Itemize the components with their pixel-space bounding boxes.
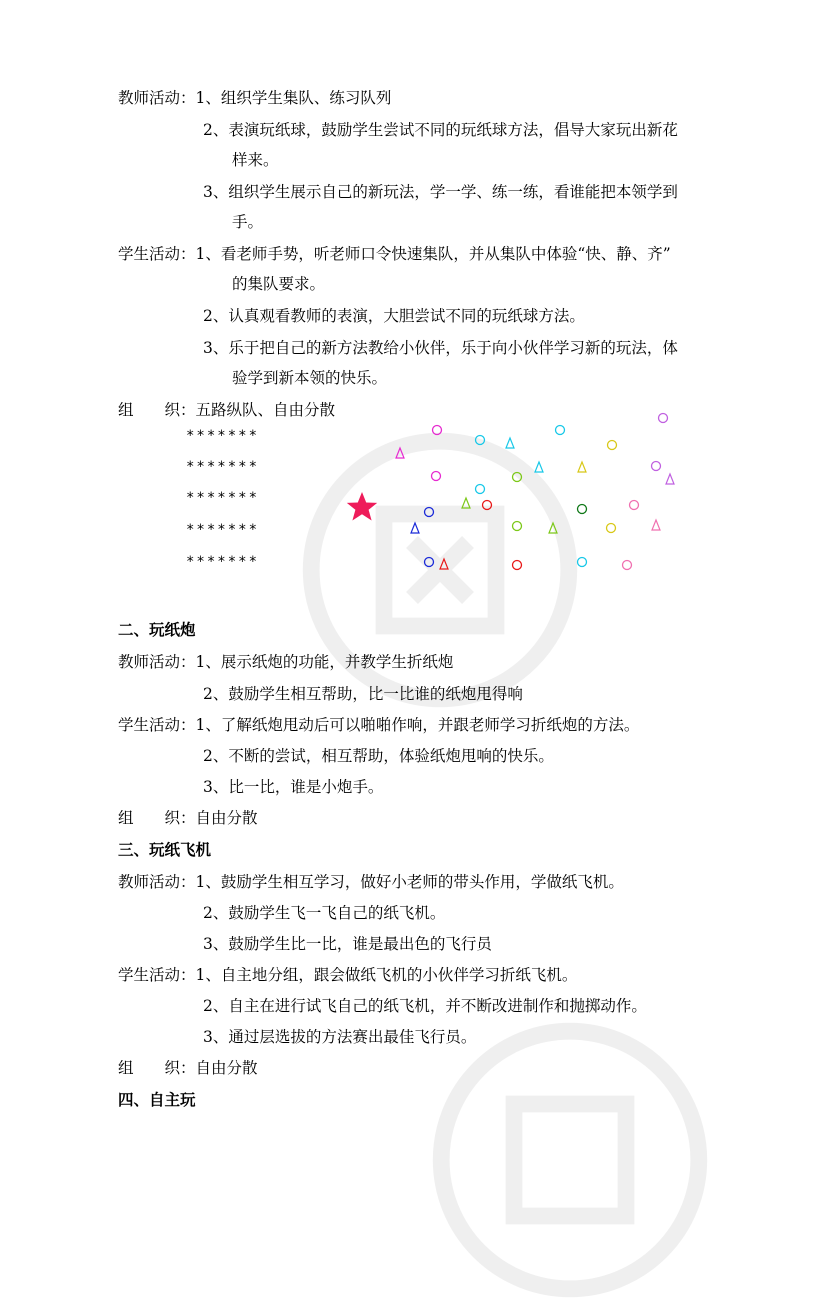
circle-marker xyxy=(608,441,617,450)
s2-title: 二、玩纸炮 xyxy=(118,620,196,639)
circle-marker xyxy=(578,558,587,567)
circle-marker xyxy=(607,524,616,533)
formation-row-4: ******* xyxy=(186,522,260,538)
circle-marker xyxy=(623,561,632,570)
s1-student-item-1-cont: 的集队要求。 xyxy=(232,275,326,293)
circle-marker xyxy=(652,462,661,471)
s1-student-item-2: 2、认真观看教师的表演，大胆尝试不同的玩纸球方法。 xyxy=(203,307,585,325)
s1-org-label: 组 织： xyxy=(118,401,196,419)
s1-teacher-item-1: 1、组织学生集队、练习队列 xyxy=(195,89,392,107)
s1-teacher-line-1 xyxy=(118,88,391,108)
circle-marker xyxy=(556,426,565,435)
s1-student-line-1 xyxy=(118,244,671,264)
s3-title: 三、玩纸飞机 xyxy=(118,840,212,859)
formation-row-3: ******* xyxy=(186,490,260,506)
s3-student-item-2: 2、自主在进行试飞自己的纸飞机，并不断改进制作和抛掷动作。 xyxy=(203,997,647,1015)
circle-marker xyxy=(483,501,492,510)
s2-teacher-label: 教师活动： xyxy=(118,653,196,671)
circle-marker xyxy=(432,472,441,481)
s1-teacher-item-2: 2、表演玩纸球，鼓励学生尝试不同的玩纸球方法，倡导大家玩出新花 xyxy=(203,121,678,139)
triangle-marker xyxy=(578,462,586,472)
triangle-marker xyxy=(396,448,404,458)
s3-org-line xyxy=(118,1058,258,1078)
s1-student-item-3-cont: 验学到新本领的快乐。 xyxy=(232,369,388,387)
circle-marker xyxy=(513,473,522,482)
triangle-marker xyxy=(462,498,470,508)
s3-teacher-line-1 xyxy=(118,872,624,892)
triangle-marker xyxy=(666,474,674,484)
s3-teacher-item-1: 1、鼓励学生相互学习，做好小老师的带头作用，学做纸飞机。 xyxy=(195,873,624,891)
s2-org-text: 自由分散 xyxy=(195,809,258,827)
s3-student-label: 学生活动： xyxy=(118,966,196,984)
triangle-marker xyxy=(506,438,514,448)
circle-marker xyxy=(425,558,434,567)
formation-row-1: ******* xyxy=(186,428,260,444)
triangle-marker xyxy=(535,462,543,472)
formation-row-2: ******* xyxy=(186,459,260,475)
circle-marker xyxy=(659,414,668,423)
triangle-marker xyxy=(652,520,660,530)
s1-student-item-1: 1、看老师手势，听老师口令快速集队，并从集队中体验“快、静、齐” xyxy=(195,245,671,263)
triangle-marker xyxy=(549,523,557,533)
circle-marker xyxy=(425,508,434,517)
s2-teacher-item-1: 1、展示纸炮的功能，并教学生折纸炮 xyxy=(195,653,454,671)
teacher-star-icon xyxy=(347,492,377,521)
s4-title: 四、自主玩 xyxy=(118,1090,196,1109)
s2-student-item-1: 1、了解纸炮甩动后可以啪啪作响，并跟老师学习折纸炮的方法。 xyxy=(195,716,640,734)
s1-teacher-item-3: 3、组织学生展示自己的新玩法，学一学、练一练，看谁能把本领学到 xyxy=(203,183,678,201)
circle-marker xyxy=(433,426,442,435)
s2-student-item-2: 2、不断的尝试，相互帮助，体验纸炮甩响的快乐。 xyxy=(203,747,554,765)
circle-marker xyxy=(578,505,587,514)
s1-org-text: 五路纵队、自由分散 xyxy=(195,401,336,419)
triangle-marker xyxy=(440,559,448,569)
s2-student-line-1 xyxy=(118,715,639,735)
s3-org-label: 组 织： xyxy=(118,1059,196,1077)
s3-student-line-1 xyxy=(118,965,577,985)
circle-marker xyxy=(513,561,522,570)
s3-teacher-label: 教师活动： xyxy=(118,873,196,891)
triangle-marker xyxy=(411,523,419,533)
free-scatter-diagram xyxy=(340,400,680,580)
circle-marker xyxy=(476,485,485,494)
s2-org-line xyxy=(118,808,258,828)
formation-row-5: ******* xyxy=(186,554,260,570)
s3-org-text: 自由分散 xyxy=(195,1059,258,1077)
s3-student-item-3: 3、通过层选拔的方法赛出最佳飞行员。 xyxy=(203,1028,477,1046)
s3-teacher-item-3: 3、鼓励学生比一比，谁是最出色的飞行员 xyxy=(203,935,492,953)
s2-student-label: 学生活动： xyxy=(118,716,196,734)
s2-teacher-line-1 xyxy=(118,652,453,672)
s1-teacher-label: 教师活动： xyxy=(118,89,196,107)
s3-teacher-item-2: 2、鼓励学生飞一飞自己的纸飞机。 xyxy=(203,904,446,922)
circle-marker xyxy=(476,436,485,445)
circle-marker xyxy=(513,522,522,531)
s3-student-item-1: 1、自主地分组，跟会做纸飞机的小伙伴学习折纸飞机。 xyxy=(195,966,578,984)
s1-student-item-3: 3、乐于把自己的新方法教给小伙伴，乐于向小伙伴学习新的玩法，体 xyxy=(203,339,678,357)
s2-teacher-item-2: 2、鼓励学生相互帮助，比一比谁的纸炮甩得响 xyxy=(203,685,523,703)
s1-org-line xyxy=(118,400,335,420)
watermark-seal-bottom xyxy=(430,1020,710,1300)
s1-teacher-item-2-cont: 样来。 xyxy=(232,151,279,169)
s2-student-item-3: 3、比一比，谁是小炮手。 xyxy=(203,778,384,796)
s1-teacher-item-3-cont: 手。 xyxy=(232,213,264,231)
s1-student-label: 学生活动： xyxy=(118,245,196,263)
s2-org-label: 组 织： xyxy=(118,809,196,827)
circle-marker xyxy=(630,501,639,510)
